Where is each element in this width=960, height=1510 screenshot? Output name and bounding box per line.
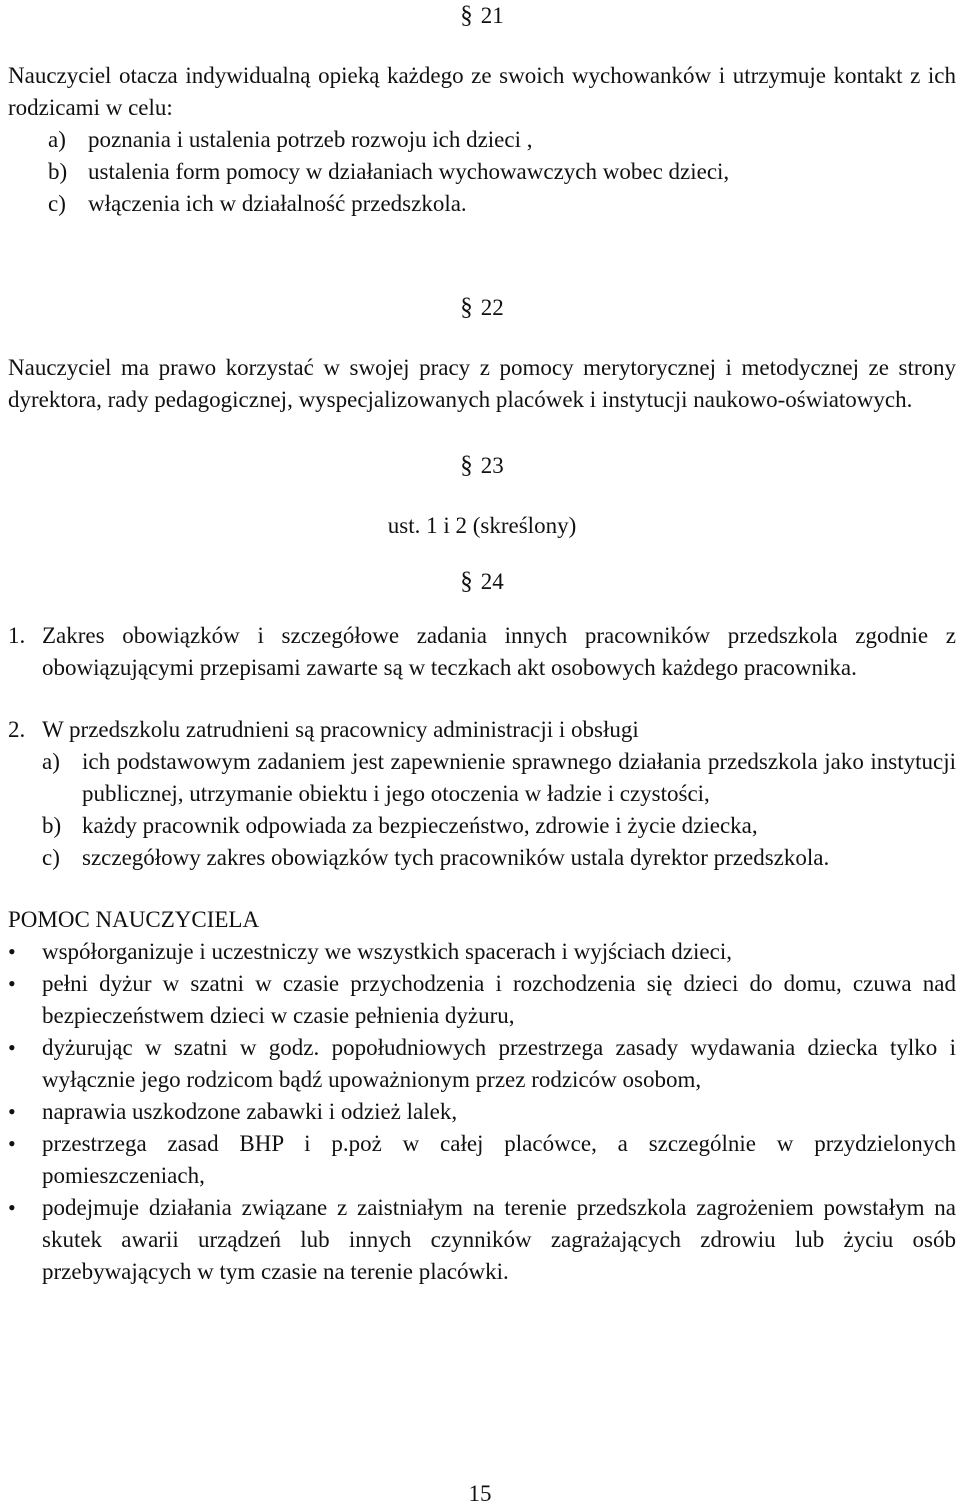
- bullet-text: pełni dyżur w szatni w czasie przychodzenia i rozchodzenia się dzieci do domu, czuwa nad bezpieczeństwem dzieci w czasie pełnienia dyżuru,: [42, 971, 956, 1028]
- section-21-list: [8, 124, 956, 220]
- paragraph-2-list: [8, 746, 956, 874]
- list-item: [42, 746, 956, 810]
- list-item: [42, 810, 956, 842]
- section-sign: §: [460, 2, 473, 29]
- list-item-text: ustalenia form pomocy w działaniach wychowawczych wobec dzieci,: [88, 159, 730, 184]
- section-number: 22: [480, 295, 504, 320]
- list-item-text: ich podstawowym zadaniem jest zapewnienie sprawnego działania przedszkola jako instytucji publicznej, utrzymanie obiektu i jego otoczenia w ładzie i czystości,: [82, 749, 956, 806]
- bullet-icon: •: [8, 939, 16, 964]
- list-marker: a): [42, 749, 60, 774]
- bullet-text: naprawia uszkodzone zabawki i odzież lalek,: [42, 1099, 458, 1124]
- section-heading-21: [8, 0, 956, 32]
- paragraph-text: Zakres obowiązków i szczegółowe zadania innych pracowników przedszkola zgodnie z obowiązującymi przepisami zawarte są w teczkach akt osobowych każdego pracownika.: [42, 623, 956, 680]
- section-23-text: ust. 1 i 2 (skreślony): [387, 513, 577, 538]
- bullet-icon: •: [8, 1195, 16, 1220]
- bullet-icon: •: [8, 1131, 16, 1156]
- paragraph-number: 2.: [8, 717, 26, 742]
- list-item-text: szczegółowy zakres obowiązków tych pracowników ustala dyrektor przedszkola.: [82, 845, 830, 870]
- bullet-text: podejmuje działania związane z zaistniałym na terenie przedszkola zagrożeniem powstałym na skutek awarii urządzeń lub innych czynników zagrażających zdrowiu lub życiu osób przebywających w tym czasie na terenie placówki.: [42, 1195, 956, 1284]
- list-item: [48, 188, 956, 220]
- list-marker: b): [48, 159, 68, 184]
- bullet-item: [8, 968, 956, 1032]
- bullet-icon: •: [8, 1099, 16, 1124]
- list-item: [48, 124, 956, 156]
- numbered-paragraph-2: [8, 714, 956, 746]
- section-sign: §: [460, 294, 473, 321]
- bullet-text: współorganizuje i uczestniczy we wszystkich spacerach i wyjściach dzieci,: [42, 939, 732, 964]
- pomoc-bullet-list: [8, 936, 956, 1288]
- list-item: [48, 156, 956, 188]
- bullet-icon: •: [8, 971, 16, 996]
- page-number: 15: [468, 1481, 492, 1506]
- document-page: [8, 0, 956, 1288]
- section-heading-24: [8, 566, 956, 598]
- list-item: [42, 842, 956, 874]
- bullet-item: [8, 1128, 956, 1192]
- section-heading-23: [8, 450, 956, 482]
- section-22-text: Nauczyciel ma prawo korzystać w swojej pracy z pomocy merytorycznej i metodycznej ze strony dyrektora, rady pedagogicznej, wyspecjalizowanych placówek i instytucji naukowo-oświatowych.: [8, 355, 956, 412]
- paragraph-text: W przedszkolu zatrudnieni są pracownicy administracji i obsługi: [42, 717, 639, 742]
- pomoc-heading: POMOC NAUCZYCIELA: [8, 907, 260, 932]
- section-number: 24: [480, 569, 504, 594]
- list-item-text: poznania i ustalenia potrzeb rozwoju ich dzieci ,: [88, 127, 533, 152]
- section-sign: §: [460, 452, 473, 479]
- list-marker: c): [48, 191, 66, 216]
- bullet-item: [8, 936, 956, 968]
- section-heading-22: [8, 292, 956, 324]
- list-item-text: włączenia ich w działalność przedszkola.: [88, 191, 467, 216]
- paragraph-number: 1.: [8, 623, 26, 648]
- bullet-item: [8, 1192, 956, 1288]
- bullet-text: dyżurując w szatni w godz. popołudniowych przestrzega zasady wydawania dziecka tylko i wyłącznie jego rodzicom bądź upoważnionym przez rodziców osobom,: [42, 1035, 956, 1092]
- section-number: 23: [480, 453, 504, 478]
- list-item-text: każdy pracownik odpowiada za bezpieczeństwo, zdrowie i życie dziecka,: [82, 813, 758, 838]
- list-marker: b): [42, 813, 62, 838]
- list-marker: a): [48, 127, 66, 152]
- list-marker: c): [42, 845, 60, 870]
- bullet-icon: •: [8, 1035, 16, 1060]
- bullet-item: [8, 1032, 956, 1096]
- section-sign: §: [460, 568, 473, 595]
- bullet-text: przestrzega zasad BHP i p.poż w całej placówce, a szczególnie w przydzielonych pomieszczeniach,: [42, 1131, 956, 1188]
- bullet-item: [8, 1096, 956, 1128]
- section-number: 21: [480, 3, 504, 28]
- section-21-intro: Nauczyciel otacza indywidualną opieką każdego ze swoich wychowanków i utrzymuje kontakt z ich rodzicami w celu:: [8, 63, 956, 120]
- numbered-paragraph-1: [8, 620, 956, 684]
